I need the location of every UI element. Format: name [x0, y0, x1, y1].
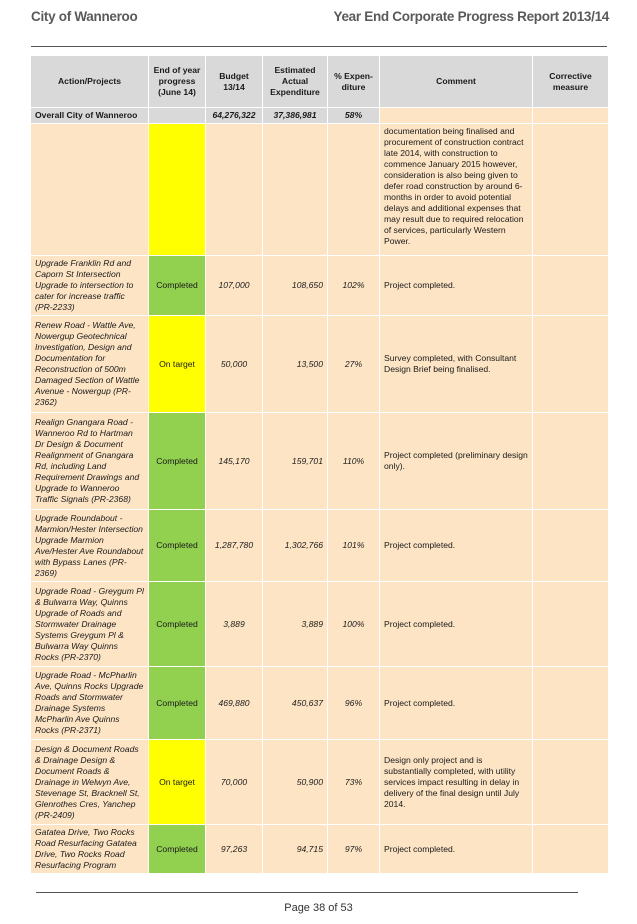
totals-comment	[380, 108, 533, 124]
col-header-budget: Budget 13/14	[206, 56, 263, 108]
pct-cell: 96%	[328, 667, 380, 740]
table-row	[31, 825, 609, 874]
header-divider	[31, 46, 607, 47]
pct-cell: 97%	[328, 825, 380, 874]
continuation-estimated	[263, 124, 328, 256]
estimated-cell: 13,500	[263, 316, 328, 413]
budget-cell: 70,000	[206, 740, 263, 825]
status-cell: Completed	[149, 582, 206, 667]
comment-cell: Project completed.	[380, 825, 533, 874]
totals-pct: 58%	[328, 108, 380, 124]
status-cell: Completed	[149, 510, 206, 582]
table-row	[31, 316, 609, 413]
corrective-cell	[533, 316, 609, 413]
estimated-cell: 1,302,766	[263, 510, 328, 582]
budget-cell: 107,000	[206, 256, 263, 316]
totals-row	[31, 108, 609, 124]
status-cell: Completed	[149, 413, 206, 510]
pct-cell: 100%	[328, 582, 380, 667]
status-cell: Completed	[149, 667, 206, 740]
project-cell: Upgrade Road - McPharlin Ave, Quinns Rocks Upgrade Roads and Stormwater Drainage Systems McPharlin Ave Quinns Rocks (PR-2371)	[31, 667, 149, 740]
comment-cell: Project completed.	[380, 256, 533, 316]
project-cell: Renew Road - Wattle Ave, Nowergup Geotechnical Investigation, Design and Documentation for Reconstruction of 500m Damaged Section of Wattle Avenue - Nowergup (PR-2362)	[31, 316, 149, 413]
continuation-corrective	[533, 124, 609, 256]
budget-cell: 145,170	[206, 413, 263, 510]
comment-cell: Project completed.	[380, 582, 533, 667]
estimated-cell: 450,637	[263, 667, 328, 740]
estimated-cell: 159,701	[263, 413, 328, 510]
continuation-budget	[206, 124, 263, 256]
table-row	[31, 740, 609, 825]
budget-cell: 469,880	[206, 667, 263, 740]
page-number: Page 38 of 53	[284, 902, 353, 914]
estimated-cell: 94,715	[263, 825, 328, 874]
table-row-continuation	[31, 124, 609, 256]
pct-cell: 102%	[328, 256, 380, 316]
status-cell: On target	[149, 740, 206, 825]
totals-corrective	[533, 108, 609, 124]
table-row	[31, 256, 609, 316]
col-header-progress: End of year progress (June 14)	[149, 56, 206, 108]
totals-label: Overall City of Wanneroo	[31, 108, 149, 124]
comment-cell: Survey completed, with Consultant Design Brief being finalised.	[380, 316, 533, 413]
corrective-cell	[533, 256, 609, 316]
pct-cell: 73%	[328, 740, 380, 825]
totals-status	[149, 108, 206, 124]
status-cell: Completed	[149, 256, 206, 316]
footer-divider	[36, 892, 578, 893]
totals-estimated: 37,386,981	[263, 108, 328, 124]
estimated-cell: 50,900	[263, 740, 328, 825]
project-cell: Realign Gnangara Road - Wanneroo Rd to Hartman Dr Design & Document Realignment of Gnangara Rd, including Land Requirement Drawings and Upgrade to Wanneroo Traffic Signals (PR-2368)	[31, 413, 149, 510]
progress-table	[30, 55, 609, 874]
budget-cell: 97,263	[206, 825, 263, 874]
budget-cell: 3,889	[206, 582, 263, 667]
corrective-cell	[533, 510, 609, 582]
status-cell: Completed	[149, 825, 206, 874]
pct-cell: 110%	[328, 413, 380, 510]
estimated-cell: 3,889	[263, 582, 328, 667]
totals-budget: 64,276,322	[206, 108, 263, 124]
comment-cell: Project completed (preliminary design only).	[380, 413, 533, 510]
budget-cell: 50,000	[206, 316, 263, 413]
status-cell: On target	[149, 316, 206, 413]
col-header-pct: % Expen-diture	[328, 56, 380, 108]
comment-cell: Project completed.	[380, 510, 533, 582]
project-cell: Upgrade Road - Greygum Pl & Bulwarra Way, Quinns Upgrade of Roads and Stormwater Drainage Systems Greygum Pl & Bulwarra Way Quinns Rocks (PR-2370)	[31, 582, 149, 667]
col-header-corrective: Corrective measure	[533, 56, 609, 108]
report-title: Year End Corporate Progress Report 2013/14	[333, 9, 609, 24]
continuation-pct	[328, 124, 380, 256]
project-cell: Upgrade Roundabout - Marmion/Hester Intersection Upgrade Marmion Ave/Hester Ave Roundabout with Bypass Lanes (PR-2369)	[31, 510, 149, 582]
pct-cell: 101%	[328, 510, 380, 582]
continuation-comment: documentation being finalised and procurement of construction contract late 2014, with construction to commence January 2015 however, consideration is also being given to defer road construction by around 6-months in order to avoid potential delays and additional expenses that may result due to required relocation of services, particularly Western Power.	[380, 124, 533, 256]
table-row	[31, 510, 609, 582]
report-org-title: City of Wanneroo	[31, 9, 138, 24]
estimated-cell: 108,650	[263, 256, 328, 316]
project-cell: Upgrade Franklin Rd and Caporn St Intersection Upgrade to intersection to cater for increase traffic (PR-2233)	[31, 256, 149, 316]
table-row	[31, 667, 609, 740]
continuation-status	[149, 124, 206, 256]
comment-cell: Project completed.	[380, 667, 533, 740]
corrective-cell	[533, 740, 609, 825]
corrective-cell	[533, 413, 609, 510]
corrective-cell	[533, 667, 609, 740]
project-cell: Design & Document Roads & Drainage Design & Document Roads & Drainage in Welwyn Ave, Stevenage St, Bracknell St, Glenrothes Cres, Yanchep (PR-2409)	[31, 740, 149, 825]
col-header-action: Action/Projects	[31, 56, 149, 108]
table-row	[31, 582, 609, 667]
corrective-cell	[533, 582, 609, 667]
continuation-project	[31, 124, 149, 256]
project-cell: Gatatea Drive, Two Rocks Road Resurfacing Gatatea Drive, Two Rocks Road Resurfacing Program	[31, 825, 149, 874]
pct-cell: 27%	[328, 316, 380, 413]
budget-cell: 1,287,780	[206, 510, 263, 582]
comment-cell: Design only project and is substantially completed, with utility services impact resulting in delay in delivery of the final design until July 2014.	[380, 740, 533, 825]
col-header-estimated: Estimated Actual Expenditure	[263, 56, 328, 108]
table-row	[31, 413, 609, 510]
corrective-cell	[533, 825, 609, 874]
table-header-row	[31, 56, 609, 108]
col-header-comment: Comment	[380, 56, 533, 108]
